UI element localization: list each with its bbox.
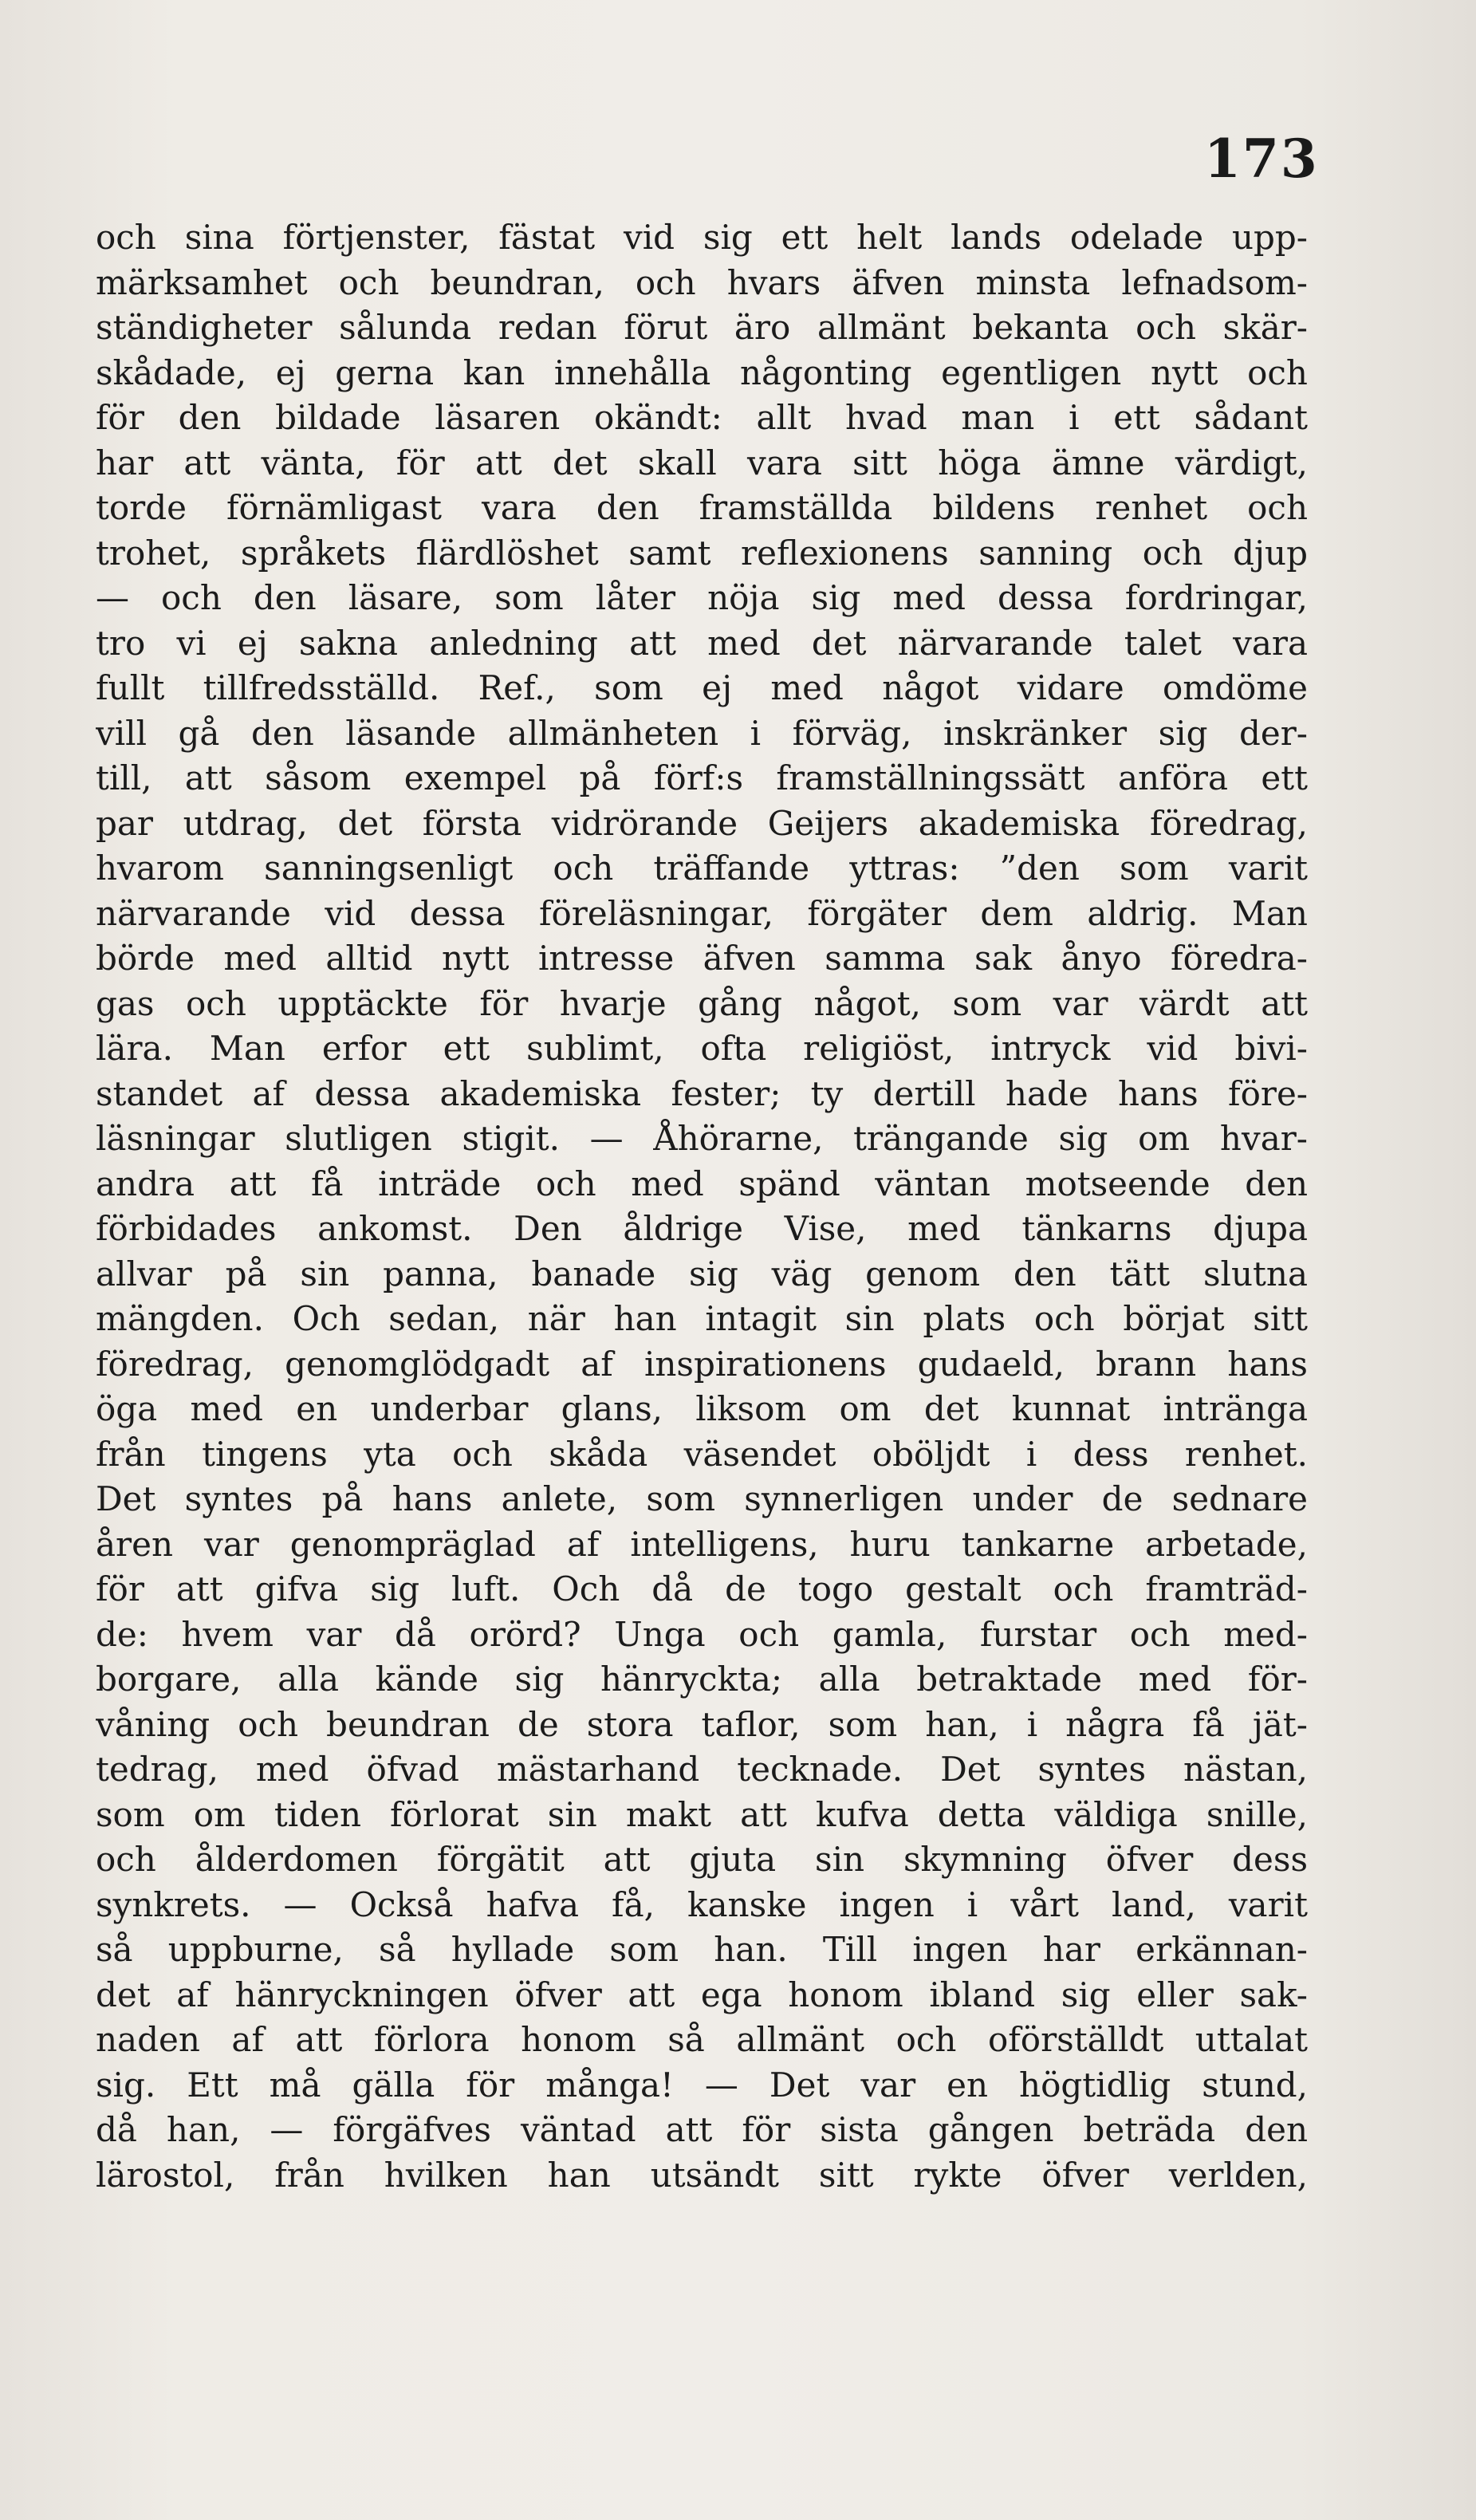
text-line: börde med alltid nytt intresse äfven samma sak ånyo föredra- (96, 939, 1308, 978)
text-line: så uppburne, så hyllade som han. Till ingen har erkännan- (96, 1930, 1308, 1969)
text-line: Det syntes på hans anlete, som synnerligen under de sednare (96, 1479, 1308, 1518)
text-line: synkrets. — Också hafva få, kanske ingen i vårt land, varit (96, 1884, 1308, 1924)
body-text (96, 215, 1308, 2198)
text-line: närvarande vid dessa föreläsningar, förgäter dem aldrig. Man (96, 893, 1308, 933)
text-line: tro vi ej sakna anledning att med det närvarande talet vara (96, 623, 1308, 663)
text-line: fullt tillfredsställd. Ref., som ej med något vidare omdöme (96, 668, 1308, 707)
text-line: förbidades ankomst. Den åldrige Vise, med tänkarns djupa (96, 1209, 1308, 1248)
text-line: andra att få inträde och med spänd väntan motseende den (96, 1164, 1308, 1203)
text-line: standet af dessa akademiska fester; ty dertill hade hans före- (96, 1073, 1308, 1113)
text-line: föredrag, genomglödgadt af inspirationens gudaeld, brann hans (96, 1344, 1308, 1384)
text-line: åren var genompräglad af intelligens, huru tankarne arbetade, (96, 1524, 1308, 1564)
text-line: våning och beundran de stora taflor, som han, i några få jät- (96, 1704, 1308, 1744)
text-line: hvarom sanningsenligt och träffande yttras: ”den som varit (96, 849, 1308, 888)
text-line: — och den läsare, som låter nöja sig med dessa fordringar, (96, 578, 1308, 617)
text-line: allvar på sin panna, banade sig väg genom den tätt slutna (96, 1254, 1308, 1293)
text-line: torde förnämligast vara den framställda bildens renhet och (96, 488, 1308, 527)
text-line: par utdrag, det första vidrörande Geijers akademiska föredrag, (96, 803, 1308, 843)
text-line: till, att såsom exempel på förf:s framställningssätt anföra ett (96, 758, 1308, 797)
text-line: lärostol, från hvilken han utsändt sitt rykte öfver verlden, (96, 2155, 1308, 2195)
text-line: för att gifva sig luft. Och då de togo gestalt och framträd- (96, 1569, 1308, 1608)
text-line: och sina förtjenster, fästat vid sig ett helt lands odelade upp- (96, 218, 1308, 257)
text-line: de: hvem var då orörd? Unga och gamla, furstar och med- (96, 1614, 1308, 1654)
text-line: naden af att förlora honom så allmänt och oförställdt uttalat (96, 2020, 1308, 2059)
text-line: ständigheter sålunda redan förut äro allmänt bekanta och skär- (96, 308, 1308, 347)
text-line: för den bildade läsaren okändt: allt hvad man i ett sådant (96, 398, 1308, 437)
text-line: märksamhet och beundran, och hvars äfven minsta lefnadsom- (96, 262, 1308, 302)
text-line: sig. Ett må gälla för många! — Det var en högtidlig stund, (96, 2065, 1308, 2105)
page-number: 173 (1204, 128, 1319, 190)
text-line: och ålderdomen förgätit att gjuta sin skymning öfver dess (96, 1840, 1308, 1879)
text-line: vill gå den läsande allmänheten i förväg, inskränker sig der- (96, 713, 1308, 753)
text-line: då han, — förgäfves väntad att för sista gången beträda den (96, 2110, 1308, 2149)
text-line: borgare, alla kände sig hänryckta; alla betraktade med för- (96, 1660, 1308, 1699)
text-line: skådade, ej gerna kan innehålla någonting egentligen nytt och (96, 352, 1308, 392)
text-line: från tingens yta och skåda väsendet oböljdt i dess renhet. (96, 1434, 1308, 1474)
text-line: har att vänta, för att det skall vara sitt höga ämne värdigt, (96, 443, 1308, 482)
text-line: mängden. Och sedan, när han intagit sin plats och börjat sitt (96, 1299, 1308, 1338)
text-line: lära. Man erfor ett sublimt, ofta religiöst, intryck vid bivi- (96, 1029, 1308, 1068)
text-line: öga med en underbar glans, liksom om det kunnat inträngа (96, 1389, 1308, 1428)
text-line: som om tiden förlorat sin makt att kufva detta väldiga snille, (96, 1794, 1308, 1834)
text-line: tedrag, med öfvad mästarhand tecknade. Det syntes nästan, (96, 1750, 1308, 1789)
text-line: gas och upptäckte för hvarje gång något, som var värdt att (96, 983, 1308, 1023)
text-line: läsningar slutligen stigit. — Åhörarne, trängande sig om hvar- (96, 1119, 1308, 1158)
text-line: trohet, språkets flärdlöshet samt reflexionens sanning och djup (96, 533, 1308, 573)
text-line: det af hänryckningen öfver att ega honom ibland sig eller sak- (96, 1975, 1308, 2014)
